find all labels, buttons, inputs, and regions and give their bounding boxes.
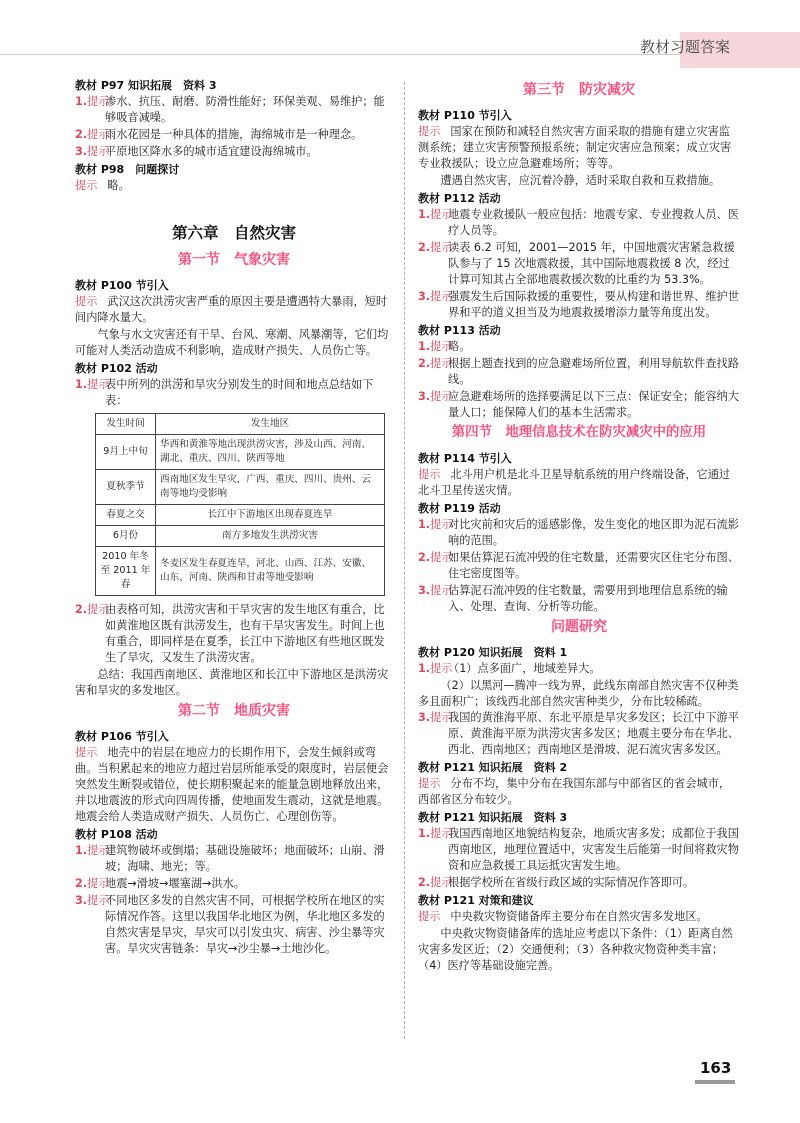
paragraph: 中央救灾物资储备库的选址应考虑以下条件：（1）距离自然灾害多发区近；（2）交通便利；（3）各种救灾物资种类丰富；（4）医疗等基础设施完善。 [418,927,733,972]
material-heading: 教材 P106 节引入 [75,730,169,743]
answer-entry [418,339,740,355]
entry-marker [75,127,109,143]
table-cell: 长江中下游地区出现春夏连旱 [156,505,385,526]
entry-marker [75,843,109,859]
hint-tag: 提示 [430,518,453,531]
material-heading: 教材 P113 活动 [418,324,501,337]
material-heading: 教材 P121 知识拓展 资料 2 [418,761,568,774]
entry-marker [418,875,452,891]
entry-text: 根据上题查找到的应急避难场所位置，利用导航软件查找路线。 [448,357,739,386]
hint-tag: 提示 [418,910,441,923]
entry-marker [418,125,440,138]
hint-tag: 提示 [87,894,110,907]
table-cell: 西南地区发生旱灾，广西、重庆、四川、贵州、云南等地均受影响 [156,470,385,505]
entry-text: 平原地区降水多的城市适宜建设海绵城市。 [105,145,318,158]
material-heading: 教材 P97 知识拓展 资料 3 [75,79,217,92]
entry-marker [418,468,440,481]
hint-tag: 提示 [87,95,110,108]
table-row [96,505,385,526]
table-row [96,526,385,547]
answer-entry [418,583,740,615]
entry-marker [418,207,452,223]
entry-number: 1. [418,662,431,675]
hint-tag: 提示 [430,827,453,840]
entry-text: 渗水、抗压、耐磨、防滑性能好；环保美观、易维护；能够吸音减噪。 [105,95,385,124]
entry-marker [418,710,452,726]
page-number-bar [695,1080,735,1084]
entry-marker [418,339,452,355]
section-title: 问题研究 [551,619,607,635]
entry-text: 我国西南地区地貌结构复杂，地质灾害多发；成都位于我国西南地区，地理位置适中，灾害发生后能第一时间将救灾物资和应急救援工具运抵灾害发生地。 [448,827,739,872]
hint-tag: 提示 [430,551,453,564]
paragraph: （2）以黑河—腾冲一线为界，此线东南部自然灾害不仅种类多且面积广；该线西北部自然灾害种类少，分布比较稀疏。 [418,679,739,708]
entry-text: 由表格可知，洪涝灾害和干旱灾害的发生地区有重合，比如黄淮地区既有洪涝发生，也有干旱灾害发生。时间上也有重合，即同样是在夏季，长江中下游地区有些地区既发生了旱灾，又发生了洪涝灾害。 [105,603,385,664]
entry-marker [418,517,452,533]
hint-tag: 提示 [87,145,110,158]
entry-text: 国家在预防和减轻自然灾害方面采取的措施有建立灾害监测系统；建立灾害预警预报系统；制定灾害应急预案；成立灾害专业救援队；设立应急避难场所；等等。 [418,125,732,170]
answer-entry [418,875,740,891]
answer-entry [418,289,740,321]
entry-text: 北斗用户机是北斗卫星导航系统的用户终端设备，它通过北斗卫星传送灾情。 [418,468,731,497]
entry-marker [418,910,440,923]
answer-entry [75,602,393,666]
hint-tag: 提示 [430,357,453,370]
entry-marker [75,295,97,308]
entry-marker [75,746,97,759]
entry-text: 雨水花园是一种具体的措施，海绵城市是一种理念。 [105,128,363,141]
table-cell: 冬麦区发生春夏连旱，河北、山西、江苏、安徽、山东、河南、陕西和甘肃等地受影响 [156,547,385,596]
material-heading: 教材 P112 活动 [418,192,501,205]
entry-number: 2. [418,241,431,254]
answer-entry [418,710,740,758]
entry-text: 我国的黄淮海平原、东北平原是旱灾多发区；长江中下游平原、黄淮海平原为洪涝灾害多发区；地震主要分布在华北、西北、西南地区；西南地区是滑坡、泥石流灾害多发区。 [448,711,739,756]
hint-tag: 提示 [430,340,453,353]
hint-tag: 提示 [75,746,98,759]
answer-entry [418,467,740,499]
table-header-row [96,414,385,435]
table-cell: 2010 年冬至 2011 年春 [96,547,156,596]
table-row [96,435,385,470]
entry-marker [75,144,109,160]
entry-number: 3. [418,390,431,403]
hint-tag: 提示 [75,295,98,308]
entry-text: （1）点多面广，地域差异大。 [448,662,601,675]
hint-tag: 提示 [430,290,453,303]
table-header-cell: 发生时间 [96,414,156,435]
answer-entry [418,517,740,549]
hint-tag: 提示 [430,208,453,221]
table-header-cell: 发生地区 [156,414,385,435]
answer-entry [75,876,393,892]
material-heading: 教材 P121 对策和建议 [418,894,534,907]
answer-entry [418,356,740,388]
table-cell: 南方多地发生洪涝灾害 [156,526,385,547]
material-heading: 教材 P121 知识拓展 资料 3 [418,811,568,824]
table-cell: 6月份 [96,526,156,547]
entry-text: 表中所列的洪涝和旱灾分别发生的时间和地点总结如下表： [105,378,374,407]
right-column [418,76,740,974]
hint-tag: 提示 [430,584,453,597]
entry-text: 略。 [448,340,471,353]
entry-text: 分布不均，集中分布在我国东部与中部省区的省会城市，西部省区分布较少。 [418,777,731,806]
entry-marker [418,356,452,372]
hint-tag: 提示 [418,777,441,790]
entry-number: 1. [418,518,431,531]
entry-text: 地震专业救援队一般应包括：地震专家、专业搜救人员、医疗人员等。 [448,208,739,237]
column-divider [404,82,405,1039]
answer-entry [418,909,740,925]
left-column [75,76,393,958]
answer-entry [75,377,393,409]
answer-entry [418,550,740,582]
entry-marker [418,826,452,842]
entry-marker [75,377,109,393]
entry-text: 中央救灾物资储备库主要分布在自然灾害多发地区。 [450,910,708,923]
answer-entry [75,893,393,957]
header-rule [0,54,738,55]
paragraph: 总结：我国西南地区、黄淮地区和长江中下游地区是洪涝灾害和旱灾的多发地区。 [75,668,389,697]
entry-text: 应急避难场所的选择要满足以下三点：保证安全；能容纳大量人口；能保障人们的基本生活需求。 [448,390,739,419]
table-row [96,547,385,596]
entry-text: 强震发生后国际救援的重要性，要从构建和谐世界、维护世界和平的道义担当及为地震救援增添力量等角度出发。 [448,290,739,319]
hint-tag: 提示 [430,241,453,254]
table-row [96,470,385,505]
answer-entry [75,94,393,126]
entry-text: 如果估算泥石流冲毁的住宅数量，还需要灾区住宅分布图、住宅密度图等。 [448,551,739,580]
chapter-title: 第六章 自然灾害 [171,224,296,242]
entry-number: 1. [418,208,431,221]
entry-marker [418,289,452,305]
entry-number: 1. [75,844,88,857]
material-heading: 教材 P120 知识拓展 资料 1 [418,646,568,659]
entry-marker [418,661,452,677]
answer-entry [418,240,740,288]
disaster-table [95,413,385,596]
paragraph: 遭遇自然灾害，应沉着冷静，适时采取自救和互救措施。 [440,174,721,187]
entry-marker [75,876,109,892]
material-heading: 教材 P119 活动 [418,502,501,515]
entry-number: 1. [75,95,88,108]
answer-entry [75,294,393,326]
entry-marker [418,777,440,790]
entry-number: 2. [75,603,88,616]
entry-text: 武汉这次洪涝灾害严重的原因主要是遭遇特大暴雨，短时间内降水量大。 [75,295,388,324]
table-cell: 9月上中旬 [96,435,156,470]
material-heading: 教材 P100 节引入 [75,279,169,292]
hint-tag: 提示 [430,662,453,675]
entry-number: 3. [418,584,431,597]
header-title: 教材习题答案 [639,38,730,56]
section-title: 第三节 防灾减灾 [523,82,635,98]
table-cell: 夏秋季节 [96,470,156,505]
answer-entry [75,127,393,143]
entry-number: 1. [75,378,88,391]
section-title: 第一节 气象灾害 [178,252,290,268]
table-cell: 华西和黄淮等地出现洪涝灾害，涉及山西、河南、湖北、重庆、四川、陕西等地 [156,435,385,470]
answer-entry [418,389,740,421]
hint-tag: 提示 [75,179,98,192]
material-heading: 教材 P98 问题探讨 [75,163,180,176]
table-cell: 春夏之交 [96,505,156,526]
hint-tag: 提示 [418,125,441,138]
entry-number: 3. [75,145,88,158]
entry-text: 建筑物破坏或倒塌；基础设施破坏；地面破坏；山崩、滑坡；海啸、地光；等。 [105,844,385,873]
entry-marker [75,179,97,192]
entry-text: 地震→滑坡→堰塞湖→洪水。 [105,877,245,890]
answer-entry [418,776,740,808]
section-title: 第四节 地理信息技术在防灾减灾中的应用 [451,425,707,440]
entry-marker [75,602,109,618]
entry-text: 根据学校所在省级行政区域的实际情况作答即可。 [448,876,695,889]
hint-tag: 提示 [87,603,110,616]
answer-entry [418,207,740,239]
answer-entry [418,826,740,874]
page-number: 163 [700,1059,732,1077]
entry-number: 3. [75,894,88,907]
entry-number: 2. [418,551,431,564]
entry-number: 3. [418,290,431,303]
entry-number: 1. [418,827,431,840]
answer-entry [75,178,393,194]
entry-marker [418,389,452,405]
entry-number: 2. [418,876,431,889]
hint-tag: 提示 [87,378,110,391]
section-title: 第二节 地质灾害 [178,703,290,719]
entry-text: 不同地区多发的自然灾害不同，可根据学校所在地区的实际情况作答。这里以我国华北地区为例，华北地区多发的自然灾害是旱灾，旱灾可以引发虫灾、病害、沙尘暴等灾害。旱灾灾害链条：旱灾→沙尘暴→土地沙化。 [105,894,385,955]
entry-marker [418,240,452,256]
material-heading: 教材 P108 活动 [75,828,158,841]
entry-number: 2. [418,357,431,370]
material-heading: 教材 P110 节引入 [418,109,512,122]
entry-marker [75,893,109,909]
hint-tag: 提示 [430,390,453,403]
entry-marker [75,94,109,110]
entry-number: 2. [75,877,88,890]
answer-entry [75,745,393,825]
answer-entry [418,661,740,677]
answer-entry [75,843,393,875]
hint-tag: 提示 [430,711,453,724]
entry-marker [418,583,452,599]
entry-number: 1. [418,340,431,353]
entry-number: 3. [418,711,431,724]
entry-text: 地壳中的岩层在地应力的长期作用下，会发生倾斜或弯曲。当积累起来的地应力超过岩层所能承受的限度时，岩层便会突然发生断裂或错位，使长期积聚起来的能量急剧地释放出来，并以地震波的形式向四周传播，使地面发生震动，这就是地震。地震会给人类造成财产损失、人员伤亡、心理创伤等。 [75,746,389,823]
entry-text: 读表 6.2 可知，2001—2015 年，中国地震灾害紧急救援队参与了 15 次地震救援，其中国际地震救援 8 次，经过计算可知其占全部地震救援次数的比重约为 53.3%。 [448,241,735,286]
hint-tag: 提示 [418,468,441,481]
entry-text: 略。 [107,179,130,192]
entry-text: 估算泥石流冲毁的住宅数量，需要用到地理信息系统的输入、处理、查询、分析等功能。 [448,584,728,613]
paragraph: 气象与水文灾害还有干旱、台风、寒潮、风暴潮等，它们均可能对人类活动造成不利影响，造成财产损失、人员伤亡等。 [75,328,389,357]
material-heading: 教材 P114 节引入 [418,452,512,465]
answer-entry [75,144,393,160]
hint-tag: 提示 [87,844,110,857]
hint-tag: 提示 [430,876,453,889]
material-heading: 教材 P102 活动 [75,362,158,375]
entry-marker [418,550,452,566]
hint-tag: 提示 [87,877,110,890]
entry-number: 2. [75,128,88,141]
hint-tag: 提示 [87,128,110,141]
answer-entry [418,124,740,172]
entry-text: 对比灾前和灾后的遥感影像，发生变化的地区即为泥石流影响的范围。 [448,518,739,547]
